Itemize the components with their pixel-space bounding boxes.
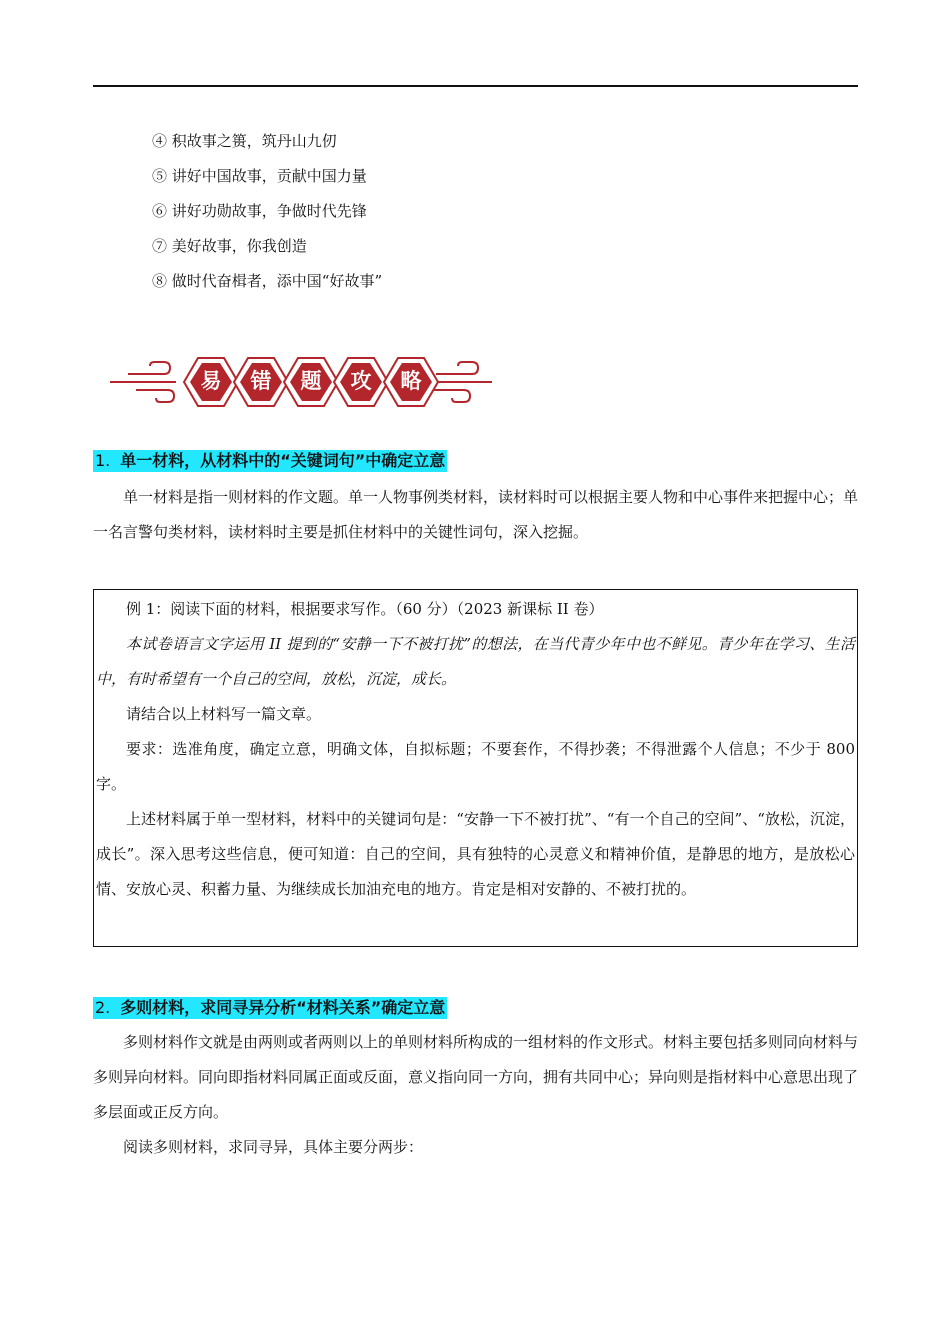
example-box — [93, 589, 858, 947]
example-analysis: 上述材料属于单一型材料，材料中的关键词句是：“安静一下不被打扰”、“有一个自己的空间”、“放松，沉淀，成长”。深入思考这些信息，便可知道：自己的空间，具有独特的心灵意义和精神价值，是静思的地方，是放松心情、安放心灵、积蓄力量、为继续成长加油充电的地方。肯定是相对安静的、不被打扰的。 — [96, 810, 855, 898]
example-instruction: 请结合以上材料写一篇文章。 — [126, 705, 322, 723]
section-2-paragraph-steps: 阅读多则材料，求同寻异，具体主要分两步： — [123, 1138, 424, 1156]
section-2-number: 2. — [95, 998, 111, 1017]
list-item: ⑥ 讲好功勋故事，争做时代先锋 — [152, 202, 367, 220]
section-banner — [106, 344, 496, 420]
banner-char: 攻 — [350, 369, 372, 393]
section-1-title: 单一材料，从材料中的“关键词句”中确定立意 — [120, 451, 446, 470]
example-intro: 例 1：阅读下面的材料，根据要求写作。（60 分）（2023 新课标 II 卷） — [126, 600, 604, 618]
section-2-heading — [93, 997, 447, 1019]
section-2-paragraph: 多则材料作文就是由两则或者两则以上的单则材料所构成的一组材料的作文形式。材料主要包括多则同向材料与多则异向材料。同向即指材料同属正面或反面，意义指向同一方向，拥有共同中心；异向则是指材料中心意思出现了多层面或正反方向。 — [93, 1033, 859, 1121]
banner-char: 略 — [400, 369, 422, 393]
section-2-title: 多则材料，求同寻异分析“材料关系”确定立意 — [120, 998, 446, 1017]
section-1-number: 1. — [95, 451, 111, 470]
list-item: ⑧ 做时代奋楫者，添中国“好故事” — [152, 272, 383, 290]
title-list — [152, 124, 752, 299]
example-material: 本试卷语言文字运用 II 提到的“安静一下不被打扰”的想法，在当代青少年中也不鲜见。青少年在学习、生活中，有时希望有一个自己的空间，放松，沉淀，成长。 — [96, 635, 855, 688]
banner-char: 错 — [250, 369, 272, 393]
list-item: ⑤ 讲好中国故事，贡献中国力量 — [152, 167, 367, 185]
example-requirements: 要求：选准角度，确定立意，明确文体，自拟标题；不要套作，不得抄袭；不得泄露个人信息；不少于 800 字。 — [96, 740, 855, 793]
list-item: ④ 积故事之篑，筑丹山九仞 — [152, 132, 337, 150]
list-item: ⑦ 美好故事，你我创造 — [152, 237, 307, 255]
section-1-heading — [93, 450, 447, 472]
banner-char: 题 — [300, 369, 322, 393]
banner-char: 易 — [200, 369, 222, 393]
section-1-paragraph: 单一材料是指一则材料的作文题。单一人物事例类材料，读材料时可以根据主要人物和中心事件来把握中心；单一名言警句类材料，读材料时主要是抓住材料中的关键性词句，深入挖掘。 — [93, 488, 859, 541]
header-rule — [93, 85, 858, 87]
